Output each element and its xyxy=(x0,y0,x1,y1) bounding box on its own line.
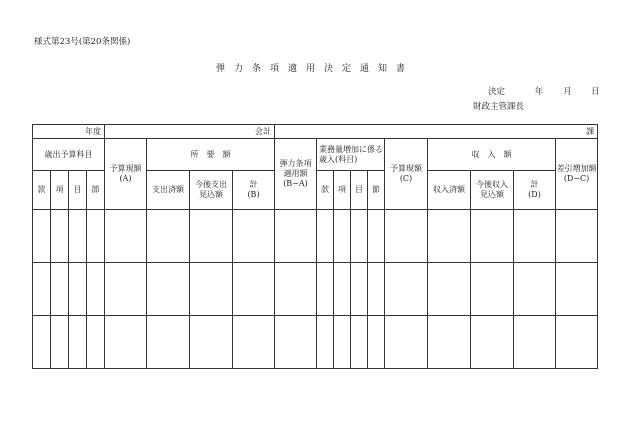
document-title: 弾力条項適用決定通知書 xyxy=(215,64,414,74)
setsu-header: 節 xyxy=(87,171,105,210)
expected-income-header: 今後収入 見込額 xyxy=(471,171,514,210)
table-cell[interactable] xyxy=(471,210,514,263)
table-cell[interactable] xyxy=(385,316,428,369)
table-cell[interactable] xyxy=(334,316,351,369)
table-cell[interactable] xyxy=(317,316,334,369)
decision-table xyxy=(32,124,598,369)
month-label: 月 xyxy=(563,87,572,97)
table-cell[interactable] xyxy=(87,263,105,316)
rev-setsu-header: 節 xyxy=(368,171,385,210)
table-cell[interactable] xyxy=(87,210,105,263)
decision-label: 決定 xyxy=(488,87,506,97)
table-cell[interactable] xyxy=(33,210,51,263)
table-cell[interactable] xyxy=(51,316,69,369)
table-cell[interactable] xyxy=(87,316,105,369)
table-cell[interactable] xyxy=(33,263,51,316)
year-label: 年 xyxy=(534,87,544,97)
total-d-header: 計 (D) xyxy=(514,171,556,210)
table-cell[interactable] xyxy=(190,316,233,369)
income-amount-header: 収 入 額 xyxy=(428,139,556,171)
received-header: 収入済額 xyxy=(428,171,471,210)
revenue-items-header: 業務量増加に係る歳入(科目) xyxy=(317,139,385,171)
table-row xyxy=(33,263,598,316)
table-cell[interactable] xyxy=(51,263,69,316)
budget-c-header: 予算現額 (C) xyxy=(385,139,428,210)
required-amount-header: 所 要 額 xyxy=(147,139,275,171)
paid-header: 支出済額 xyxy=(147,171,190,210)
table-cell[interactable] xyxy=(233,210,275,263)
table-cell[interactable] xyxy=(233,263,275,316)
table-cell[interactable] xyxy=(351,316,368,369)
table-cell[interactable] xyxy=(385,210,428,263)
expected-expense-header: 今後支出 見込額 xyxy=(190,171,233,210)
rev-moku-header: 目 xyxy=(351,171,368,210)
table-cell[interactable] xyxy=(514,210,556,263)
elastic-amount-header: 弾力条項 適用額 (B−A) xyxy=(275,139,317,210)
table-cell[interactable] xyxy=(233,316,275,369)
table-cell[interactable] xyxy=(105,263,147,316)
table-cell[interactable] xyxy=(69,316,87,369)
table-cell[interactable] xyxy=(368,316,385,369)
total-b-header: 計 (B) xyxy=(233,171,275,210)
official-title: 財政主管課長 xyxy=(473,102,525,112)
table-cell[interactable] xyxy=(275,263,317,316)
table-cell[interactable] xyxy=(105,316,147,369)
table-cell[interactable] xyxy=(147,210,190,263)
rev-kou-header: 項 xyxy=(334,171,351,210)
table-row xyxy=(33,316,598,369)
table-cell[interactable] xyxy=(334,263,351,316)
table-cell[interactable] xyxy=(471,263,514,316)
table-cell[interactable] xyxy=(556,263,598,316)
table-cell[interactable] xyxy=(556,316,598,369)
difference-header: 差引増加額 (D−C) xyxy=(556,139,598,210)
table-cell[interactable] xyxy=(275,316,317,369)
table-cell[interactable] xyxy=(275,210,317,263)
table-row xyxy=(33,210,598,263)
table-cell[interactable] xyxy=(471,316,514,369)
table-cell[interactable] xyxy=(33,316,51,369)
year-cell: 年度 xyxy=(33,125,105,139)
moku-header: 目 xyxy=(69,171,87,210)
table-cell[interactable] xyxy=(556,210,598,263)
table-cell[interactable] xyxy=(351,263,368,316)
table-cell[interactable] xyxy=(317,263,334,316)
table-cell[interactable] xyxy=(147,316,190,369)
table-cell[interactable] xyxy=(368,210,385,263)
expenditure-items-header: 歳出予算科目 xyxy=(33,139,105,171)
decision-date-line xyxy=(488,85,600,97)
table-cell[interactable] xyxy=(514,316,556,369)
table-cell[interactable] xyxy=(428,316,471,369)
table-cell[interactable] xyxy=(334,210,351,263)
table-cell[interactable] xyxy=(69,210,87,263)
table-cell[interactable] xyxy=(385,263,428,316)
table-cell[interactable] xyxy=(428,210,471,263)
rev-kan-header: 款 xyxy=(317,171,334,210)
kou-header: 項 xyxy=(51,171,69,210)
section-cell: 課 xyxy=(275,125,598,139)
table-cell[interactable] xyxy=(51,210,69,263)
budget-a-header: 予算現額 (A) xyxy=(105,139,147,210)
table-cell[interactable] xyxy=(147,263,190,316)
form-number-label: 様式第23号(第20条関係) xyxy=(34,37,131,47)
account-cell: 会計 xyxy=(105,125,275,139)
table-cell[interactable] xyxy=(351,210,368,263)
table-cell[interactable] xyxy=(428,263,471,316)
table-cell[interactable] xyxy=(368,263,385,316)
table-cell[interactable] xyxy=(514,263,556,316)
table-cell[interactable] xyxy=(317,210,334,263)
table-cell[interactable] xyxy=(190,210,233,263)
table-cell[interactable] xyxy=(190,263,233,316)
day-label: 日 xyxy=(591,87,600,97)
kan-header: 款 xyxy=(33,171,51,210)
table-cell[interactable] xyxy=(69,263,87,316)
table-cell[interactable] xyxy=(105,210,147,263)
